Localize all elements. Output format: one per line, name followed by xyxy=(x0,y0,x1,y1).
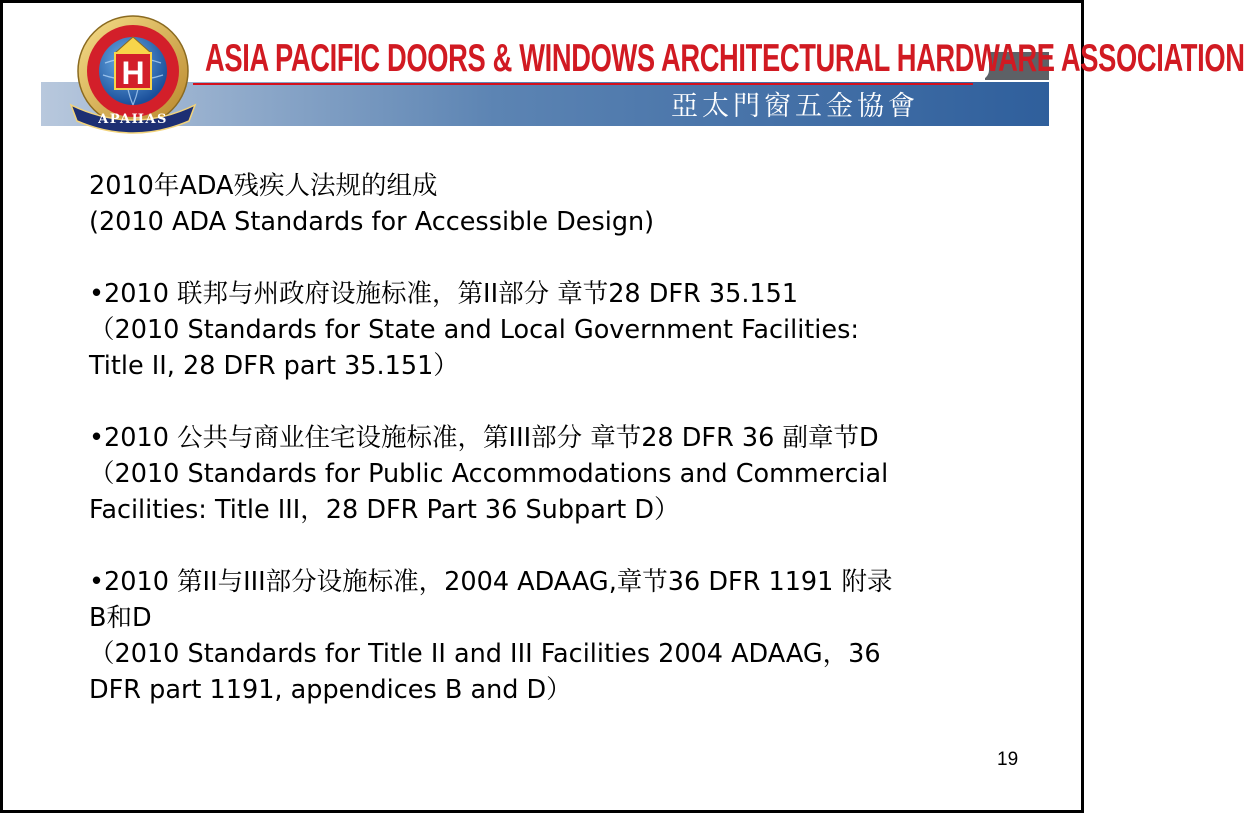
bullet-item xyxy=(89,420,1029,528)
bullet-line: Title II, 28 DFR part 35.151） xyxy=(89,351,459,381)
association-name-en: ASIA PACIFIC DOORS & WINDOWS ARCHITECTURAL HARDWARE ASSOCIATION xyxy=(205,37,1245,80)
logo-letter: H xyxy=(121,55,145,91)
bullet-line: •2010 第II与III部分设施标准，2004 ADAAG,章节36 DFR 1191 附录 xyxy=(89,567,893,597)
association-name-zh: 亞太門窗五金協會 xyxy=(671,91,919,122)
bullet-item xyxy=(89,564,1029,708)
apahas-logo xyxy=(53,13,213,135)
bullet-line: （2010 Standards for Public Accommodations and Commercial xyxy=(89,459,889,489)
heading-en: (2010 ADA Standards for Accessible Design) xyxy=(89,207,655,237)
bullet-line: Facilities: Title III，28 DFR Part 36 Subpart D） xyxy=(89,495,680,525)
slide-body xyxy=(89,168,1029,708)
heading-zh: 2010年ADA残疾人法规的组成 xyxy=(89,171,438,201)
bullet-line: （2010 Standards for State and Local Government Facilities: xyxy=(89,315,859,345)
page-number: 19 xyxy=(997,749,1019,770)
bullet-line: •2010 公共与商业住宅设施标准，第III部分 章节28 DFR 36 副章节D xyxy=(89,423,879,453)
bullet-item xyxy=(89,276,1029,384)
header-red-rule xyxy=(193,83,973,85)
logo-ribbon-text: APAHAS xyxy=(98,112,168,127)
bullet-line: •2010 联邦与州政府设施标准，第II部分 章节28 DFR 35.151 xyxy=(89,279,799,309)
bullet-line: B和D xyxy=(89,603,152,633)
bullet-line: （2010 Standards for Title II and III Facilities 2004 ADAAG，36 xyxy=(89,639,881,669)
bullet-line: DFR part 1191, appendices B and D） xyxy=(89,675,572,705)
